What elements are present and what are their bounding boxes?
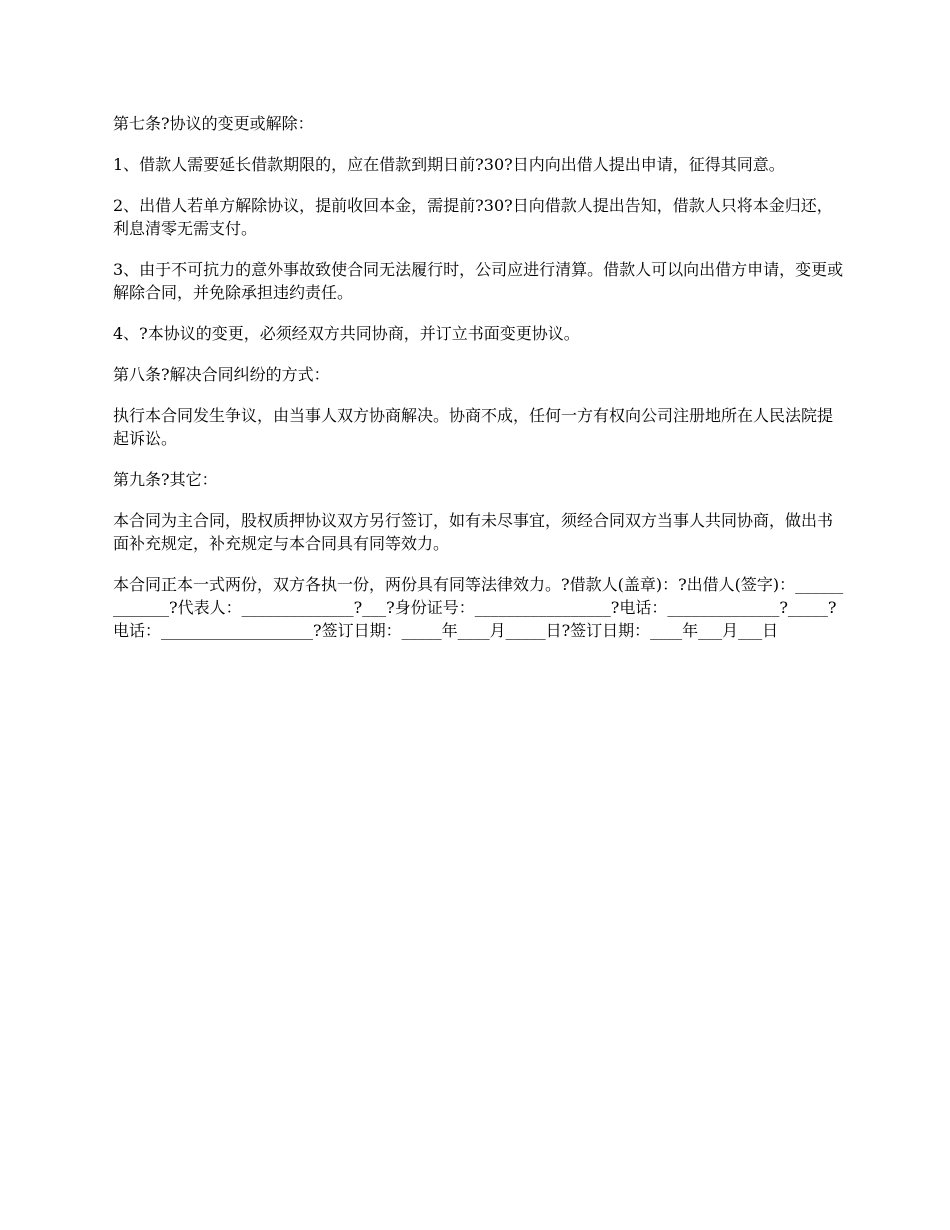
article-7-clause-1: 1、借款人需要延长借款期限的，应在借款到期日前?30?日内向出借人提出申请，征得其同意。 — [113, 155, 785, 174]
signature-block: 本合同正本一式两份，双方各执一份，两份具有同等法律效力。?借款人(盖章)：?出借人(签字)：_____________?代表人：______________?___?身份证号：_________________?电话：______________?_____?电话：___________________?签订日期：_____年____月_____日?签订日期：____年___月___日 — [113, 575, 844, 640]
article-9-body: 本合同为主合同，股权质押协议双方另行签订，如有未尽事宜，须经合同双方当事人共同协商，做出书面补充规定，补充规定与本合同具有同等效力。 — [113, 511, 834, 553]
article-7-heading: 第七条?协议的变更或解除： — [113, 114, 314, 133]
article-9-heading: 第九条?其它： — [113, 470, 218, 489]
article-8-body: 执行本合同发生争议，由当事人双方协商解决。协商不成，任何一方有权向公司注册地所在人民法院提起诉讼。 — [113, 406, 834, 448]
article-7-clause-2: 2、出借人若单方解除协议，提前收回本金，需提前?30?日向借款人提出告知，借款人只将本金归还，利息清零无需支付。 — [113, 196, 833, 238]
article-7-clause-3: 3、由于不可抗力的意外事故致使合同无法履行时，公司应进行清算。借款人可以向出借方申请，变更或解除合同，并免除承担违约责任。 — [113, 260, 844, 302]
article-8-heading: 第八条?解决合同纠纷的方式： — [113, 365, 330, 384]
document-body — [113, 112, 848, 660]
article-7-clause-4: 4、?本协议的变更，必须经双方共同协商，并订立书面变更协议。 — [113, 324, 580, 343]
